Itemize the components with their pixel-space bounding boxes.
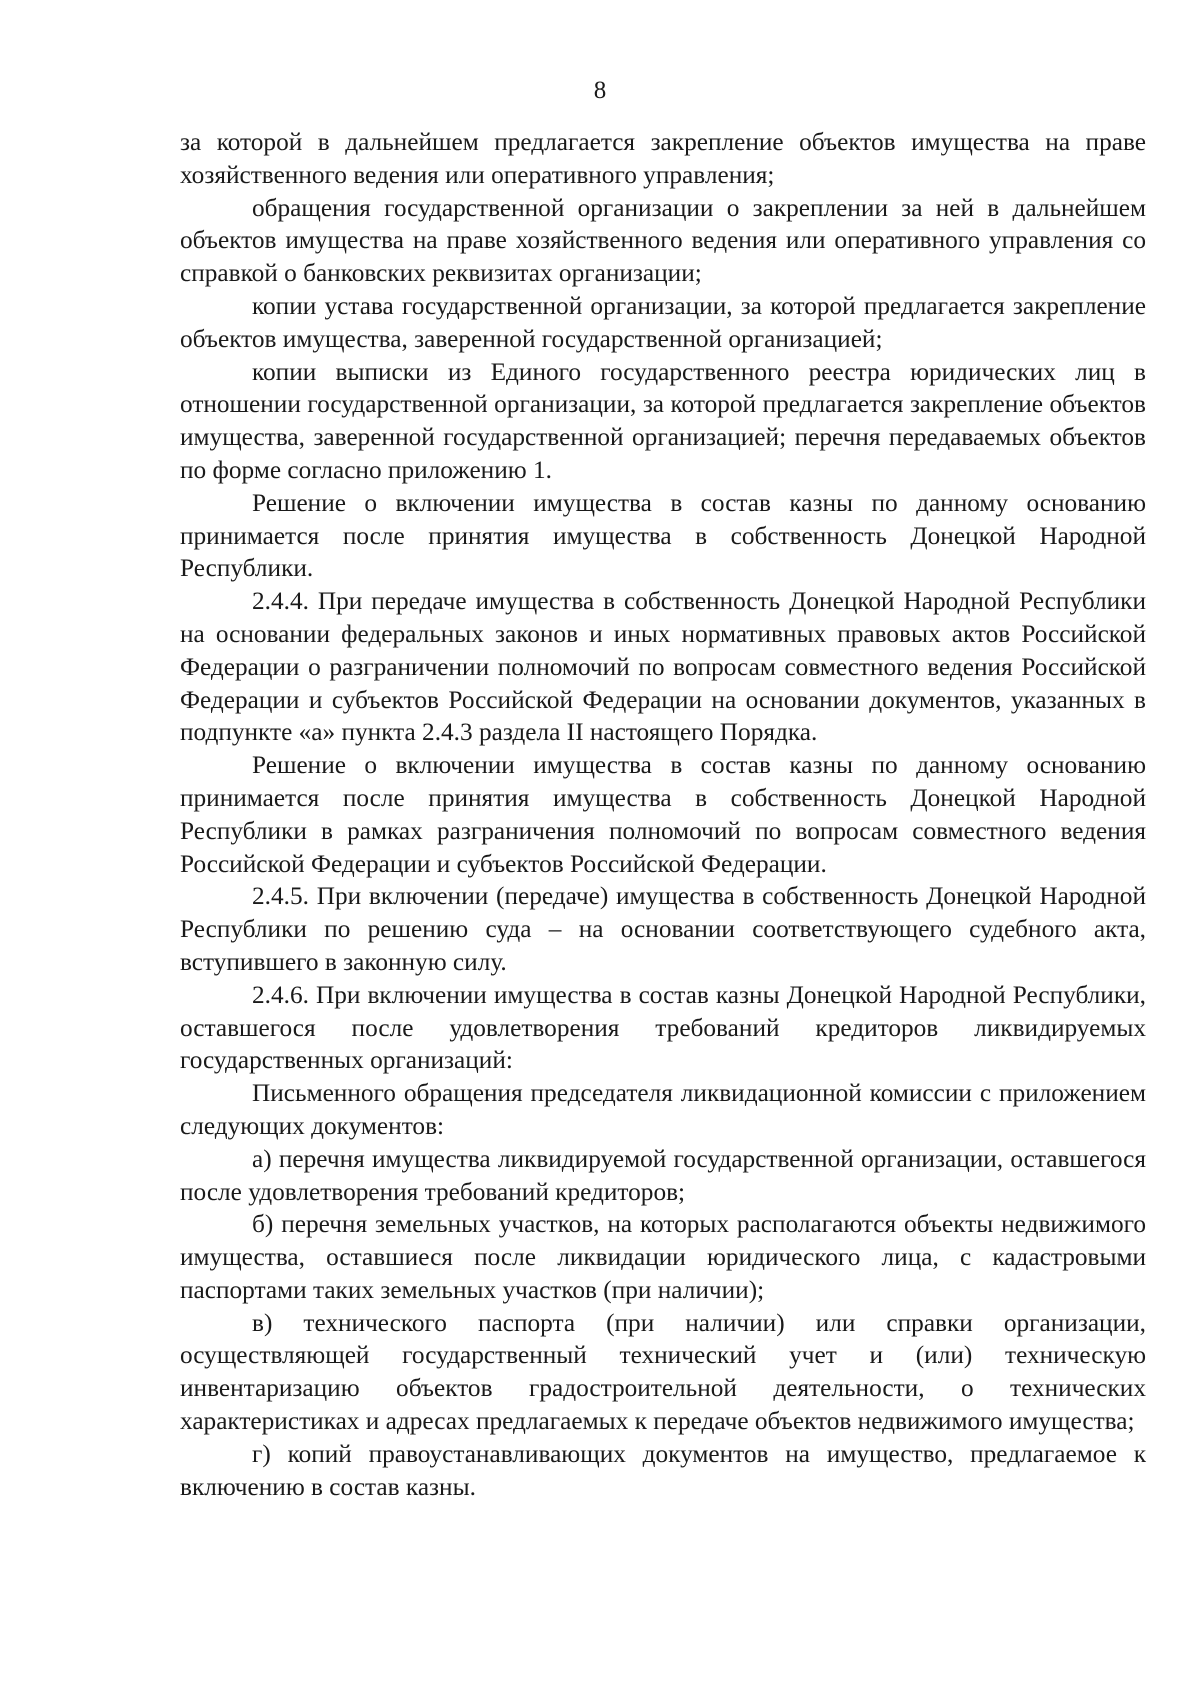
paragraph: Решение о включении имущества в состав казны по данному основанию принимается после принятия имущества в собственность Донецкой Народной Республики. (180, 488, 1146, 583)
paragraph: б) перечня земельных участков, на которых располагаются объекты недвижимого имущества, оставшиеся после ликвидации юридического лица, с кадастровыми паспортами таких земельных участков (при наличии); (180, 1210, 1146, 1304)
paragraph: копии выписки из Единого государственного реестра юридических лиц в отношении государственной организации, за которой предлагается закрепление объектов имущества, заверенной государственной организацией; перечня передаваемых объектов по форме согласно приложению 1. (180, 357, 1146, 484)
paragraph: Письменного обращения председателя ликвидационной комиссии с приложением следующих документов: (180, 1079, 1146, 1140)
paragraph: г) копий правоустанавливающих документов на имущество, предлагаемое к включению в состав казны. (180, 1439, 1146, 1501)
paragraph: в) технического паспорта (при наличии) или справки организации, осуществляющей государственный технический учет и (или) техническую инвентаризацию объектов градостроительной деятельности, о технических характеристиках и адресах предлагаемых к передаче объектов недвижимого имущества; (180, 1308, 1146, 1436)
document-body (180, 126, 1146, 1503)
paragraph: за которой в дальнейшем предлагается закрепление объектов имущества на праве хозяйственного ведения или оперативного управления; (180, 128, 1146, 189)
paragraph: 2.4.6. При включении имущества в состав казны Донецкой Народной Республики, оставшегося после удовлетворения требований кредиторов ликвидируемых государственных организаций: (180, 980, 1146, 1075)
paragraph: 2.4.5. При включении (передаче) имущества в собственность Донецкой Народной Республики по решению суда – на основании соответствующего судебного акта, вступившего в законную силу. (180, 882, 1146, 976)
page-number: 8 (593, 77, 607, 104)
paragraph: обращения государственной организации о закреплении за ней в дальнейшем объектов имущества на праве хозяйственного ведения или оперативного управления со справкой о банковских реквизитах организации; (180, 193, 1146, 288)
paragraph: копии устава государственной организации, за которой предлагается закрепление объектов имущества, заверенной государственной организацией; (180, 291, 1146, 353)
paragraph: Решение о включении имущества в состав казны по данному основанию принимается после принятия имущества в собственность Донецкой Народной Республики в рамках разграничения полномочий по вопросам совместного ведения Российской Федерации и субъектов Российской Федерации. (180, 751, 1146, 878)
paragraph: а) перечня имущества ликвидируемой государственной организации, оставшегося после удовлетворения требований кредиторов; (180, 1144, 1146, 1206)
paragraph: 2.4.4. При передаче имущества в собственность Донецкой Народной Республики на основании федеральных законов и иных нормативных правовых актов Российской Федерации о разграничении полномочий по вопросам совместного ведения Российской Федерации и субъектов Российской Федерации на основании документов, указанных в подпункте «а» пункта 2.4.3 раздела II настоящего Порядка. (180, 587, 1146, 747)
